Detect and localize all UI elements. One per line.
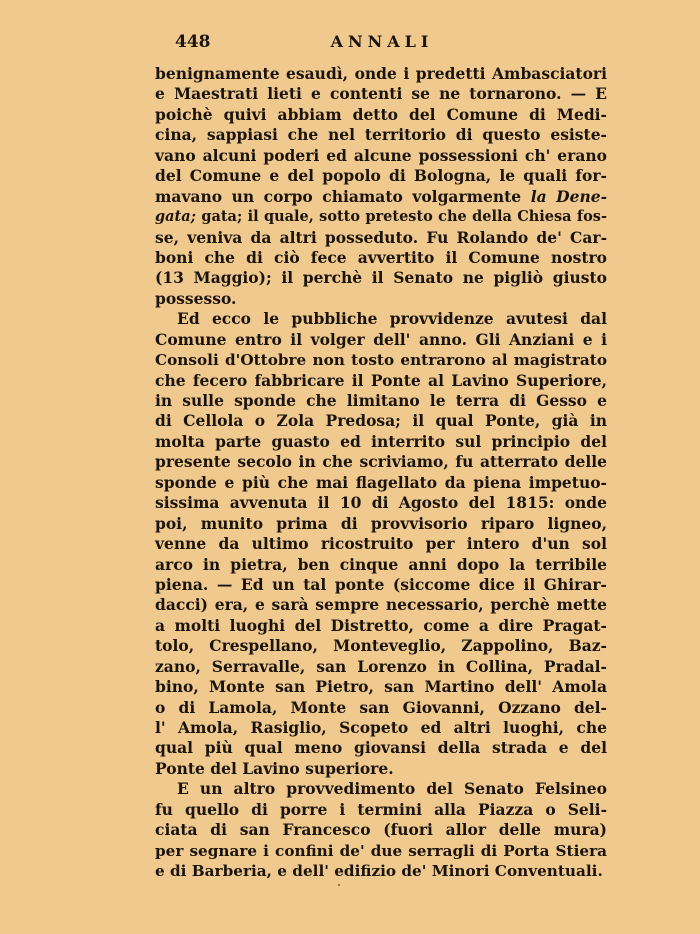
text-line: cina, sappiasi che nel territorio di questo esiste- [155, 125, 607, 145]
text-line: fu quello di porre i termini alla Piazza o Seli- [155, 799, 607, 819]
text-fragment: gata; il quale, sotto pretesto che della Chiesa fos- [201, 208, 607, 226]
text-line: in sulle sponde che limitano le terra di Gesso e [155, 391, 607, 410]
running-title: ANNALI [330, 32, 434, 51]
text-line: a molti luoghi del Distretto, come a dire Pragat- [155, 615, 607, 635]
text-line: venne da ultimo ricostruito per intero d'un sol [155, 534, 607, 554]
text-line: vano alcuni poderi ed alcune possessioni ch' erano [155, 145, 607, 165]
body-text [155, 64, 607, 882]
text-line: possesso. [155, 288, 237, 308]
text-line: sissima avvenuta il 10 di Agosto del 1815: onde [155, 493, 607, 513]
text-line: piena. — Ed un tal ponte (siccome dice il Ghirar- [155, 574, 607, 594]
text-fragment: mavano un corpo chiamato volgarmente [155, 186, 522, 206]
text-line: Ponte del Lavino superiore. [155, 758, 394, 778]
text-line [155, 187, 607, 207]
paragraph-start: E un altro provvedimento del Senato Felsineo [177, 779, 607, 799]
text-line: boni che di ciò fece avvertito il Comune nostro [155, 247, 607, 267]
text-line: per segnare i confini de' due serragli di Porta Stiera [155, 841, 607, 860]
page-header [157, 32, 607, 58]
text-line: tolo, Crespellano, Monteveglio, Zappolino, Baz- [155, 636, 607, 656]
text-line: o di Lamola, Monte san Giovanni, Ozzano del- [155, 697, 607, 717]
text-line: Consoli d'Ottobre non tosto entrarono al magistrato [155, 351, 607, 370]
text-line: e Maestrati lieti e contenti se ne tornarono. — E [155, 84, 607, 104]
page-number: 448 [175, 32, 211, 52]
text-line: arco in pietra, ben cinque anni dopo la terribile [155, 554, 607, 574]
text-line: (13 Maggio); il perchè il Senato ne pigliò giusto [155, 268, 607, 288]
text-line: Comune entro il volger dell' anno. Gli Anziani e i [155, 329, 607, 349]
text-line: poi, munito prima di provvisorio riparo ligneo, [155, 513, 607, 533]
text-line: benignamente esaudì, onde i predetti Ambasciatori [155, 64, 607, 83]
text-line: sponde e più che mai flagellato da piena impetuo- [155, 472, 607, 492]
italic-term: gata; [155, 208, 196, 226]
text-line: se, veniva da altri posseduto. Fu Rolando de' Car- [155, 227, 607, 247]
text-line: l' Amola, Rasiglio, Scopeto ed altri luoghi, che [155, 718, 607, 737]
text-line: dacci) era, e sarà sempre necessario, perchè mette [155, 595, 607, 615]
text-line: che fecero fabbricare il Ponte al Lavino Superiore, [155, 370, 607, 390]
print-speck [338, 884, 340, 886]
text-line: del Comune e del popolo di Bologna, le quali for- [155, 166, 607, 186]
text-line: bino, Monte san Pietro, san Martino dell' Amola [155, 677, 607, 697]
paragraph-start: Ed ecco le pubbliche provvidenze avutesi dal [177, 309, 607, 329]
text-line: molta parte guasto ed interrito sul principio del [155, 431, 607, 451]
text-line [155, 207, 607, 227]
text-line: poichè quivi abbiam detto del Comune di Medi- [155, 104, 607, 124]
italic-term: la Dene- [530, 186, 608, 206]
text-line: e di Barberia, e dell' edifizio de' Minori Conventuali. [155, 862, 603, 881]
text-line: di Cellola o Zola Predosa; il qual Ponte, già in [155, 411, 607, 431]
text-line: qual più qual meno giovansi della strada e del [155, 738, 607, 758]
text-line: zano, Serravalle, san Lorenzo in Collina, Pradal- [155, 656, 607, 676]
text-line: presente secolo in che scriviamo, fu atterrato delle [155, 452, 607, 472]
text-line: ciata di san Francesco (fuori allor delle mura) [155, 820, 607, 840]
